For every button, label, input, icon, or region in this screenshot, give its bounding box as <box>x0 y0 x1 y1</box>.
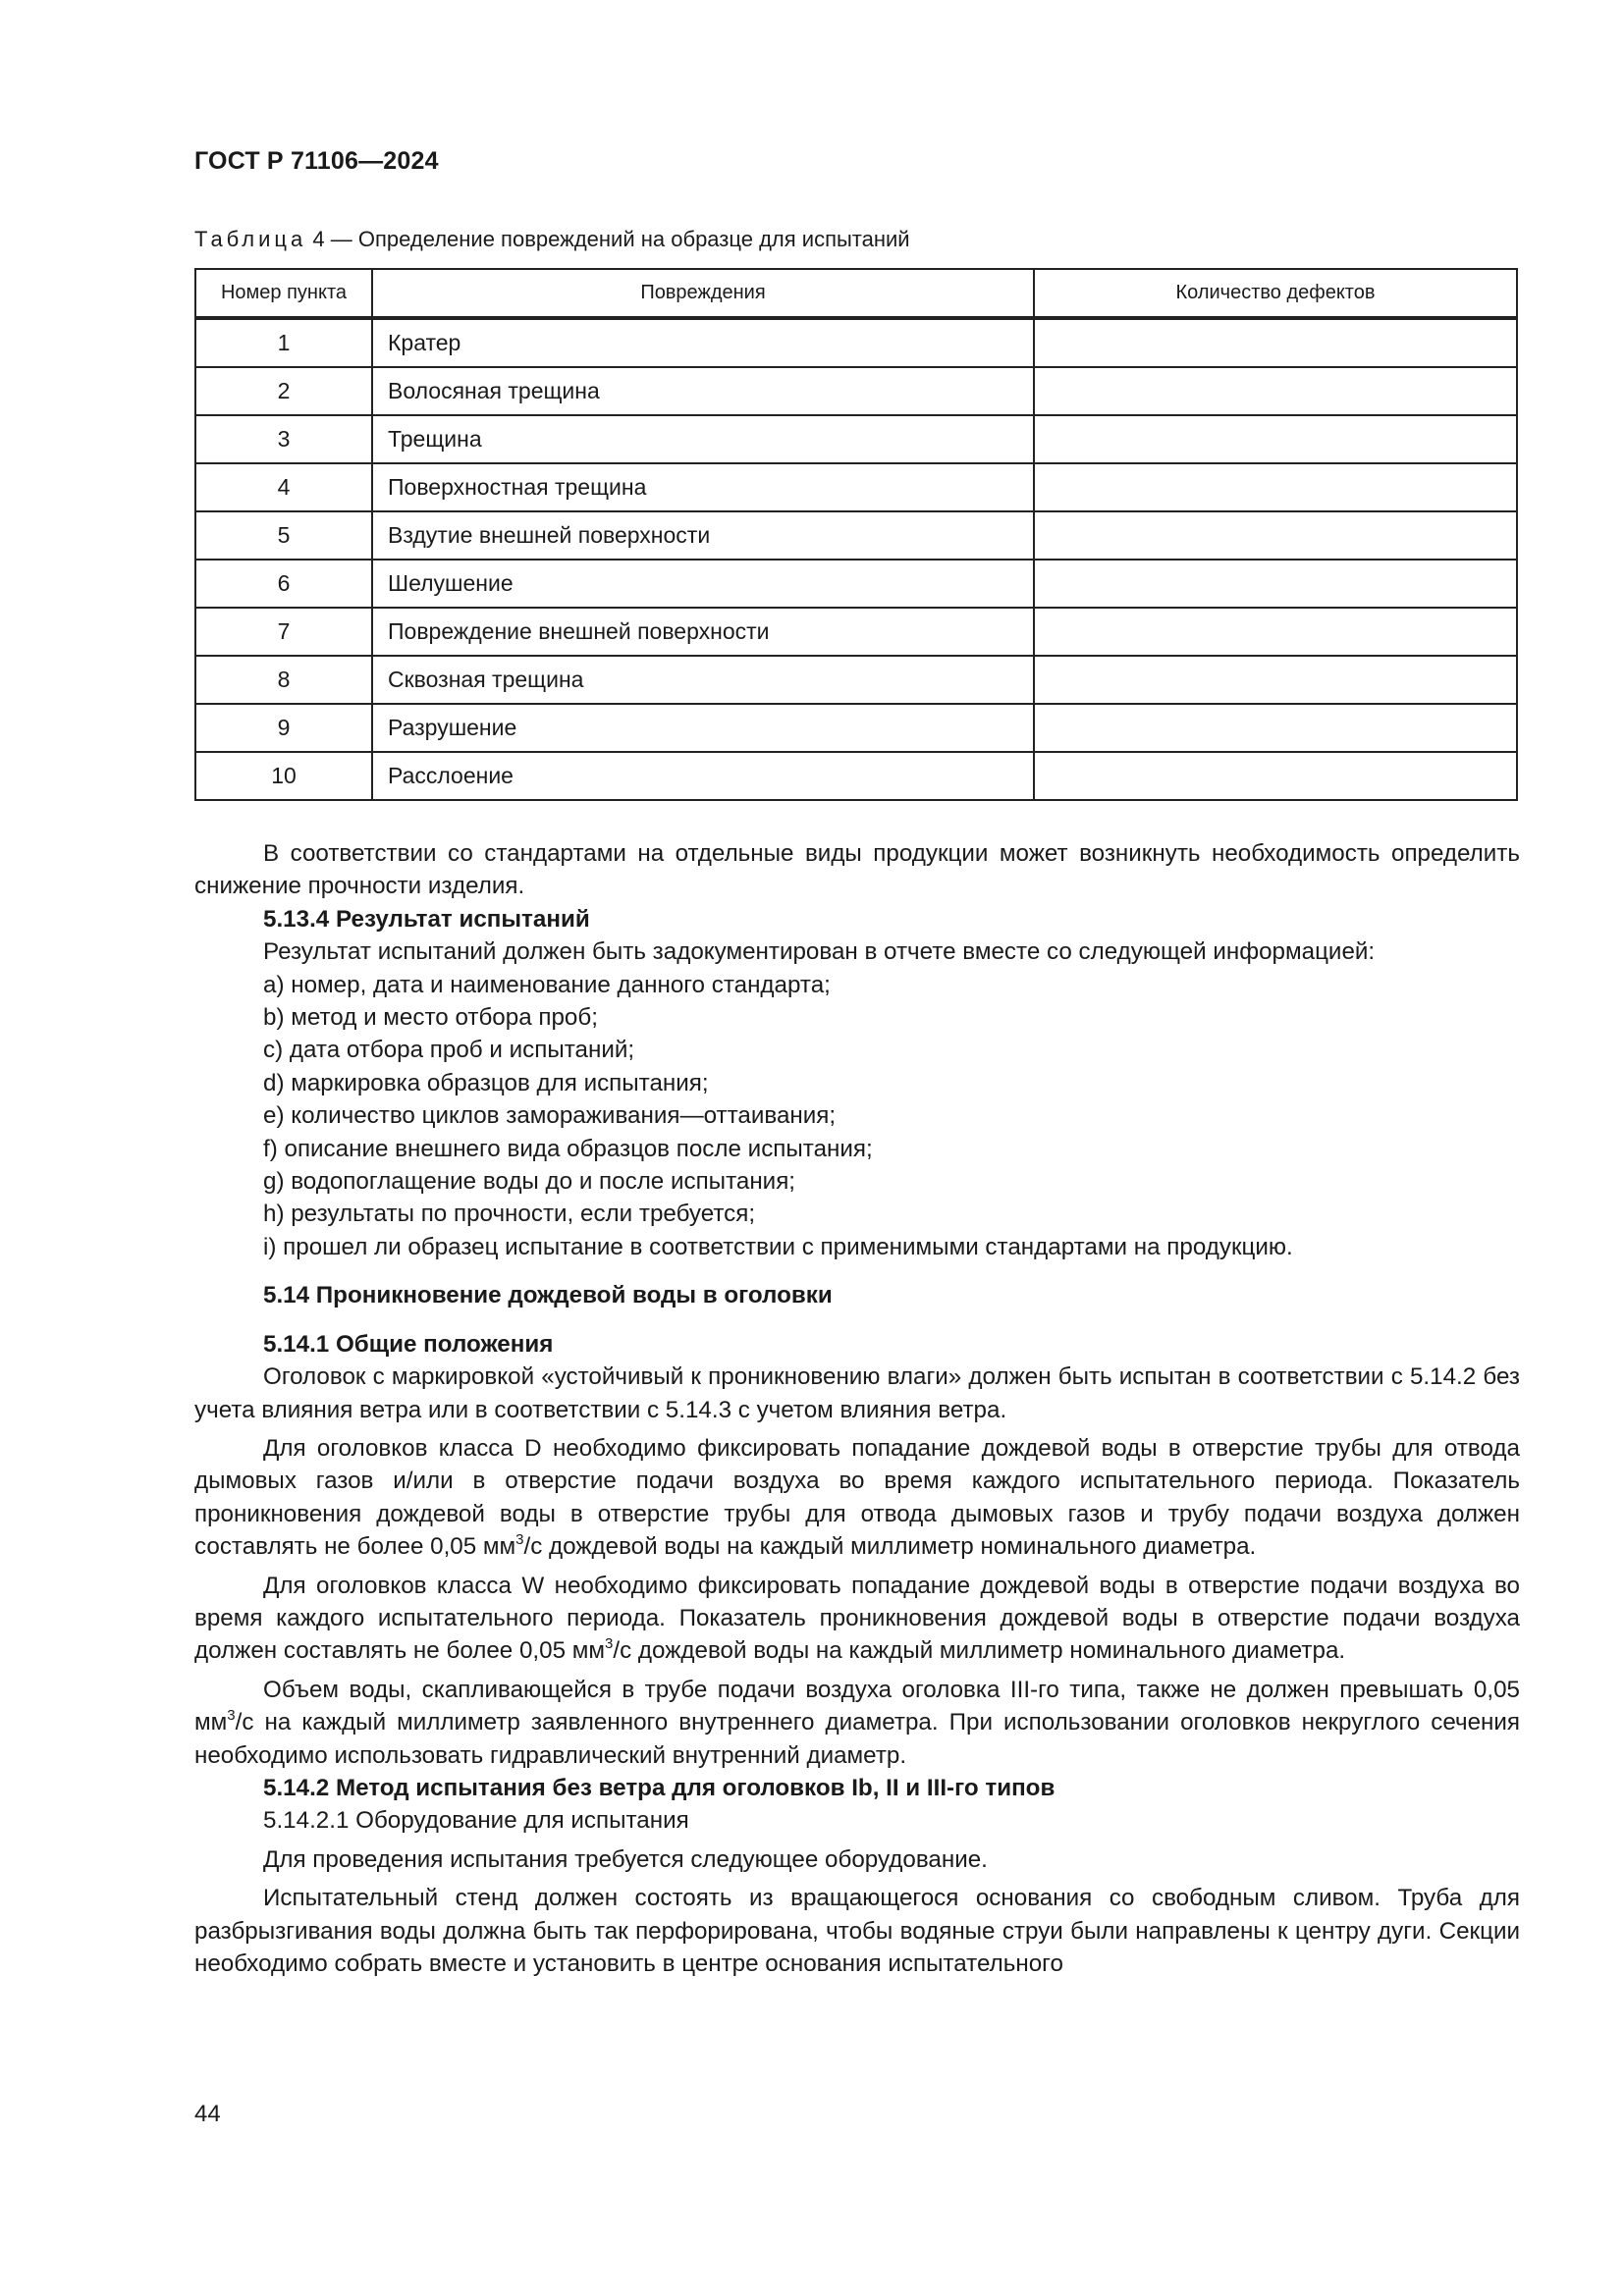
list-item: g) водопоглащение воды до и после испытания; <box>263 1168 796 1196</box>
table-row <box>195 367 1517 415</box>
row-number: 4 <box>195 463 372 511</box>
table-caption-title: 4 — Определение повреждений на образце для испытаний <box>306 227 910 251</box>
superscript: 3 <box>227 1707 236 1725</box>
row-damage: Шелушение <box>372 560 1034 608</box>
paragraph: Для проведения испытания требуется следующее оборудование. <box>263 1845 988 1873</box>
row-damage: Вздутие внешней поверхности <box>372 511 1034 560</box>
row-count <box>1034 318 1517 367</box>
table-row <box>195 752 1517 800</box>
table-caption-prefix: Таблица <box>194 227 307 251</box>
list-item: d) маркировка образцов для испытания; <box>263 1069 709 1096</box>
row-number: 3 <box>195 415 372 463</box>
row-damage: Поверхностная трещина <box>372 463 1034 511</box>
list-item: c) дата отбора проб и испытаний; <box>263 1037 635 1064</box>
paragraph: Испытательный стенд должен состоять из вращающегося основания со свободным сливом. Труба для разбрызгивания воды должна быть так перфорирована, чтобы водяные струи были направлены к центру дуги. Секции необходимо собрать вместе и установить в центре основания испытательного <box>194 1885 1520 1977</box>
paragraph-part: Для оголовков класса D необходимо фиксировать попадание дождевой воды в отверстие трубы для отвода дымовых газов и/или в отверстие подачи воздуха во время каждого испытательного периода. Показатель проникновения дождевой воды в отверстие трубы для отвода дымовых газов и трубу подачи воздуха должен составлять не более 0,05 мм <box>194 1434 1520 1561</box>
row-number: 2 <box>195 367 372 415</box>
row-count <box>1034 608 1517 656</box>
table-row <box>195 415 1517 463</box>
table-header-row <box>195 269 1517 318</box>
table-row <box>195 463 1517 511</box>
list-item: f) описание внешнего вида образцов после испытания; <box>263 1135 873 1162</box>
column-header-number: Номер пункта <box>195 269 372 318</box>
row-count <box>1034 560 1517 608</box>
page-number: 44 <box>194 2101 221 2127</box>
list-item: a) номер, дата и наименование данного стандарта; <box>263 971 831 998</box>
row-damage: Кратер <box>372 318 1034 367</box>
row-damage: Волосяная трещина <box>372 367 1034 415</box>
paragraph: В соответствии со стандартами на отдельные виды продукции может возникнуть необходимость определить снижение прочности изделия. <box>194 840 1520 900</box>
list-item: h) результаты по прочности, если требуется; <box>263 1201 756 1228</box>
row-count <box>1034 463 1517 511</box>
row-count <box>1034 704 1517 752</box>
table-row <box>195 656 1517 704</box>
row-count <box>1034 367 1517 415</box>
paragraph-part: Для оголовков класса W необходимо фиксировать попадание дождевой воды в отверстие подачи воздуха во время каждого испытательного периода. Показатель проникновения дождевой воды в отверстие подачи воздуха должен составлять не более 0,05 мм <box>194 1572 1520 1665</box>
paragraph: Результат испытаний должен быть задокументирован в отчете вместе со следующей информацией: <box>263 938 1376 966</box>
table-row <box>195 560 1517 608</box>
table-row <box>195 704 1517 752</box>
column-header-count: Количество дефектов <box>1034 269 1517 318</box>
row-number: 8 <box>195 656 372 704</box>
table-caption <box>194 227 910 252</box>
paragraph <box>194 1674 1520 1772</box>
table-row <box>195 318 1517 367</box>
list-item: b) метод и место отбора проб; <box>263 1004 598 1032</box>
row-count <box>1034 752 1517 800</box>
row-count <box>1034 511 1517 560</box>
document-header: ГОСТ Р 71106—2024 <box>194 147 439 175</box>
row-damage: Сквозная трещина <box>372 656 1034 704</box>
paragraph-part: Объем воды, скапливающейся в трубе подачи воздуха оголовка III-го типа, также не должен превышать 0,05 мм <box>194 1676 1520 1736</box>
list-item: i) прошел ли образец испытание в соответствии с применимыми стандартами на продукцию. <box>263 1233 1293 1260</box>
superscript: 3 <box>605 1635 614 1653</box>
row-count <box>1034 415 1517 463</box>
section-heading-5-14-2: 5.14.2 Метод испытания без ветра для оголовков Ib, II и III-го типов <box>263 1774 1056 1801</box>
row-damage: Разрушение <box>372 704 1034 752</box>
section-heading-5-13-4: 5.13.4 Результат испытаний <box>263 905 590 933</box>
table-row <box>195 511 1517 560</box>
paragraph-part: /с на каждый миллиметр заявленного внутреннего диаметра. При использовании оголовков некруглого сечения необходимо использовать гидравлический внутренний диаметр. <box>194 1709 1520 1769</box>
paragraph: Оголовок с маркировкой «устойчивый к проникновению влаги» должен быть испытан в соответствии с 5.14.2 без учета влияния ветра или в соответствии с 5.14.3 с учетом влияния ветра. <box>194 1363 1520 1423</box>
paragraph <box>194 1432 1520 1564</box>
row-damage: Расслоение <box>372 752 1034 800</box>
paragraph <box>194 1570 1520 1668</box>
row-count <box>1034 656 1517 704</box>
row-number: 6 <box>195 560 372 608</box>
row-damage: Повреждение внешней поверхности <box>372 608 1034 656</box>
section-heading-5-14-1: 5.14.1 Общие положения <box>263 1330 554 1358</box>
row-damage: Трещина <box>372 415 1034 463</box>
row-number: 1 <box>195 318 372 367</box>
paragraph-part: /с дождевой воды на каждый миллиметр номинального диаметра. <box>613 1637 1346 1665</box>
list-item: e) количество циклов замораживания—оттаивания; <box>263 1102 837 1130</box>
subsection-heading-5-14-2-1: 5.14.2.1 Оборудование для испытания <box>263 1807 689 1835</box>
row-number: 7 <box>195 608 372 656</box>
row-number: 9 <box>195 704 372 752</box>
body-text <box>194 837 1520 1980</box>
row-number: 10 <box>195 752 372 800</box>
row-number: 5 <box>195 511 372 560</box>
superscript: 3 <box>515 1531 524 1549</box>
column-header-damage: Повреждения <box>372 269 1034 318</box>
section-heading-5-14: 5.14 Проникновение дождевой воды в оголовки <box>263 1282 833 1309</box>
paragraph-part: /с дождевой воды на каждый миллиметр номинального диаметра. <box>523 1533 1257 1561</box>
defects-table <box>194 268 1518 801</box>
table-row <box>195 608 1517 656</box>
